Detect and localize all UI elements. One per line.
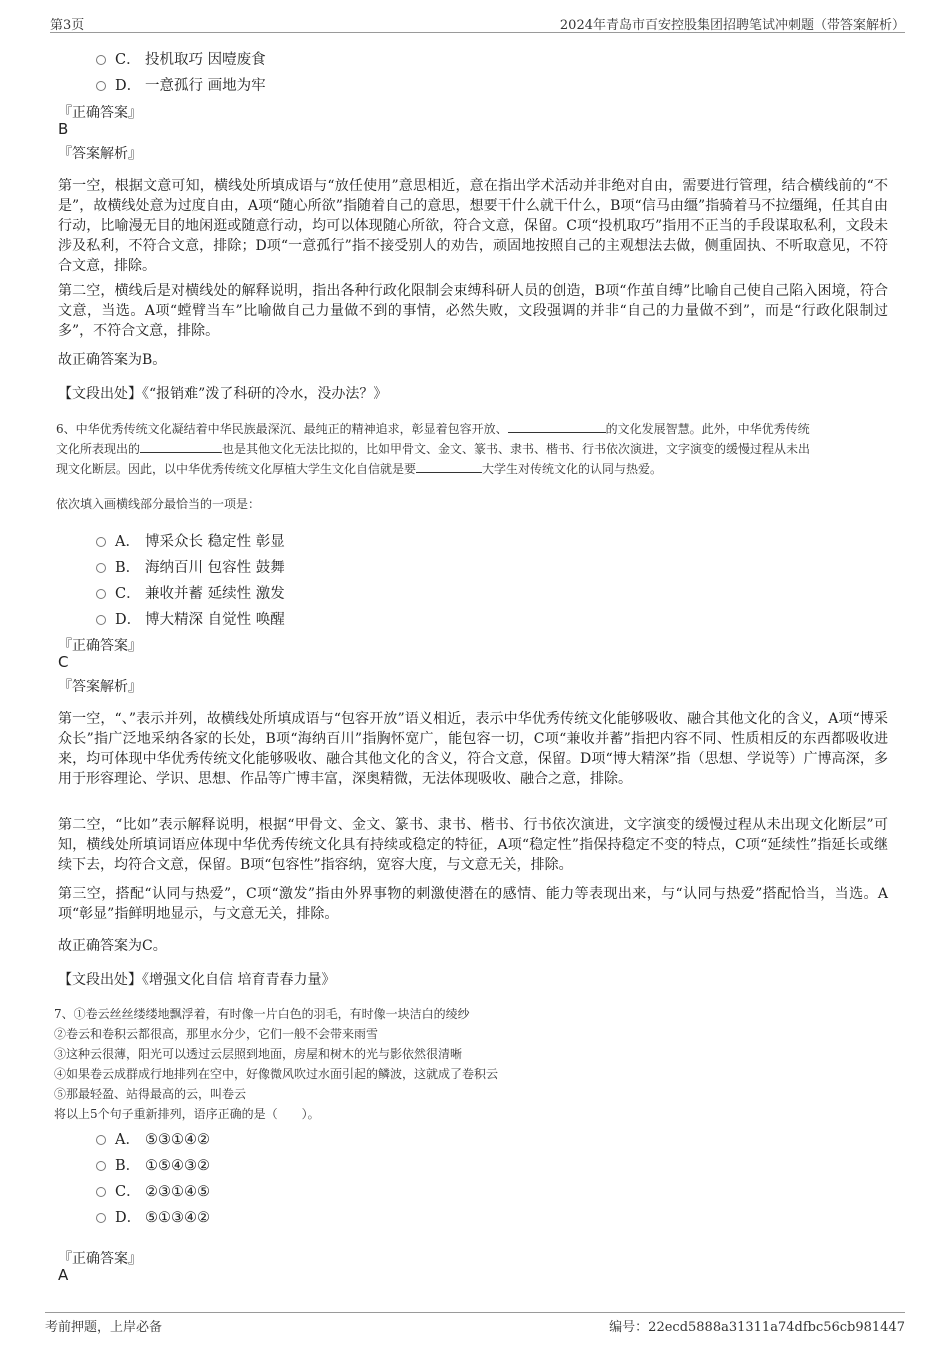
radio-icon[interactable]	[96, 615, 106, 625]
option-a[interactable]: A． ⑤③①④②	[96, 1128, 210, 1149]
sentence-item: ⑤那最轻盈、站得最高的云，叫卷云	[54, 1087, 247, 1101]
option-b[interactable]: B． 海纳百川 包容性 鼓舞	[96, 556, 285, 577]
page-number: 第3页	[50, 18, 85, 33]
radio-icon[interactable]	[96, 1187, 106, 1197]
analysis-heading: 『答案解析』	[58, 679, 142, 695]
radio-icon[interactable]	[96, 589, 106, 599]
option-d[interactable]: D． 博大精深 自觉性 唤醒	[96, 608, 285, 629]
option-d[interactable]: D． ⑤①③④②	[96, 1206, 210, 1227]
analysis-conclusion: 故正确答案为B。	[58, 352, 167, 368]
question-prompt: 依次填入画横线部分最恰当的一项是：	[56, 497, 261, 511]
radio-icon[interactable]	[96, 1161, 106, 1171]
answer-heading: 『正确答案』	[58, 1251, 142, 1267]
radio-icon[interactable]	[96, 81, 106, 91]
analysis-heading: 『答案解析』	[58, 146, 142, 162]
document-title: 2024年青岛市百安控股集团招聘笔试冲刺题（带答案解析）	[559, 18, 905, 33]
option-c[interactable]: C． 兼收并蓄 延续性 激发	[96, 582, 285, 603]
sentence-item: ③这种云很薄，阳光可以透过云层照到地面，房屋和树木的光与影依然很清晰	[54, 1047, 463, 1061]
analysis-paragraph: 第二空，横线后是对横线处的解释说明，指出各种行政化限制会束缚科研人员的创造，B项“作茧自缚”比喻自己使自己陷入困境，符合文意，当选。A项“螳臂当车”比喻做自己力量做不到的事情，必然失败，文段强调的并非“自己的力量做不到”，而是“行政化限制过多”，不符合文意，排除。	[58, 283, 888, 339]
radio-icon[interactable]	[96, 55, 106, 65]
answer-value: C	[58, 653, 69, 671]
option-d[interactable]: D． 一意孤行 画地为牢	[96, 74, 266, 95]
answer-value: B	[58, 120, 69, 138]
footer-slogan: 考前押题，上岸必备	[45, 1320, 163, 1335]
question-stem: 6、中华优秀传统文化凝结着中华民族最深沉、最纯正的精神追求，彰显着包容开放、 的文化发展智慧。此外，中华优秀传统 文化所表现出的 也是其他文化无法比拟的，比如甲骨文、金文、篆书、隶书、楷书、行书依次演进，文字演变的缓慢过程从未出 现文化断层。因此，以中华优秀传统文化厚植大学生文化自信就是要 大学生对传统文化的认同与热爱。	[56, 422, 811, 476]
blank-line	[416, 460, 482, 473]
answer-value: A	[58, 1266, 69, 1284]
option-c[interactable]: C． 投机取巧 因噎废食	[96, 48, 266, 69]
analysis-paragraph: 第二空，“比如”表示解释说明，根据“甲骨文、金文、篆书、隶书、楷书、行书依次演进，文字演变的缓慢过程从未出现文化断层”可知，横线处所填词语应体现中华优秀传统文化具有持续或稳定的特征，A项“稳定性”指保持稳定不变的特点，C项“延续性”指延长或继续下去，均符合文意，保留。B项“包容性”指容纳，宽容大度，与文意无关，排除。	[58, 817, 888, 873]
blank-line	[140, 440, 222, 453]
sentence-item: ④如果卷云成群成行地排列在空中，好像微风吹过水面引起的鳞波，这就成了卷积云	[54, 1067, 499, 1081]
blank-line	[508, 420, 606, 433]
document-id: 编号：22ecd5888a31311a74dfbc56cb981447	[609, 1320, 905, 1335]
sentence-item: ②卷云和卷积云都很高，那里水分少，它们一般不会带来雨雪	[54, 1027, 379, 1041]
answer-heading: 『正确答案』	[58, 638, 142, 654]
passage-source: 【文段出处】《“报销难”泼了科研的冷水，没办法？》	[58, 386, 388, 402]
option-a[interactable]: A． 博采众长 稳定性 彰显	[96, 530, 285, 551]
analysis-paragraph: 第三空，搭配“认同与热爱”，C项“激发”指由外界事物的刺激使潜在的感情、能力等表现出来，与“认同与热爱”搭配恰当，当选。A项“彰显”指鲜明地显示，与文意无关，排除。	[58, 886, 888, 922]
option-c[interactable]: C． ②③①④⑤	[96, 1180, 210, 1201]
page-header	[50, 12, 905, 33]
radio-icon[interactable]	[96, 563, 106, 573]
analysis-paragraph: 第一空，根据文意可知，横线处所填成语与“放任使用”意思相近，意在指出学术活动并非绝对自由，需要进行管理，结合横线前的“不是”，故横线处意为过度自由，A项“随心所欲”指随着自己的意思，想要干什么就干什么，B项“信马由缰”指骑着马不拉缰绳，任其自由行动，比喻漫无目的地闲逛或随意行动，均可以体现随心所欲，符合文意，保留。C项“投机取巧”指用不正当的手段谋取私利，文段未涉及私利，不符合文意，排除；D项“一意孤行”指不接受别人的劝告，顽固地按照自己的主观想法去做，侧重固执、不听取意见，不符合文意，排除。	[58, 178, 888, 274]
question-prompt: 将以上5个句子重新排列，语序正确的是（ ）。	[54, 1107, 320, 1121]
answer-heading: 『正确答案』	[58, 105, 142, 121]
question-stem: 7、①卷云丝丝缕缕地飘浮着，有时像一片白色的羽毛，有时像一块洁白的绫纱	[54, 1007, 470, 1021]
option-b[interactable]: B． ①⑤④③②	[96, 1154, 210, 1175]
analysis-conclusion: 故正确答案为C。	[58, 938, 167, 954]
radio-icon[interactable]	[96, 1213, 106, 1223]
radio-icon[interactable]	[96, 1135, 106, 1145]
page-footer	[45, 1312, 905, 1337]
analysis-paragraph: 第一空，“、”表示并列，故横线处所填成语与“包容开放”语义相近，表示中华优秀传统文化能够吸收、融合其他文化的含义，A项“博采众长”指广泛地采纳各家的长处，B项“海纳百川”指胸怀宽广，能包容一切，C项“兼收并蓄”指把内容不同、性质相反的东西都吸收进来，均可体现中华优秀传统文化能够吸收、融合其他文化的含义，符合文意，保留。D项“博大精深”指（思想、学说等）广博高深，多用于形容理论、学识、思想、作品等广博丰富，深奥精微，无法体现吸收、融合之意，排除。	[58, 711, 888, 787]
radio-icon[interactable]	[96, 537, 106, 547]
passage-source: 【文段出处】《增强文化自信 培育青春力量》	[58, 972, 336, 988]
